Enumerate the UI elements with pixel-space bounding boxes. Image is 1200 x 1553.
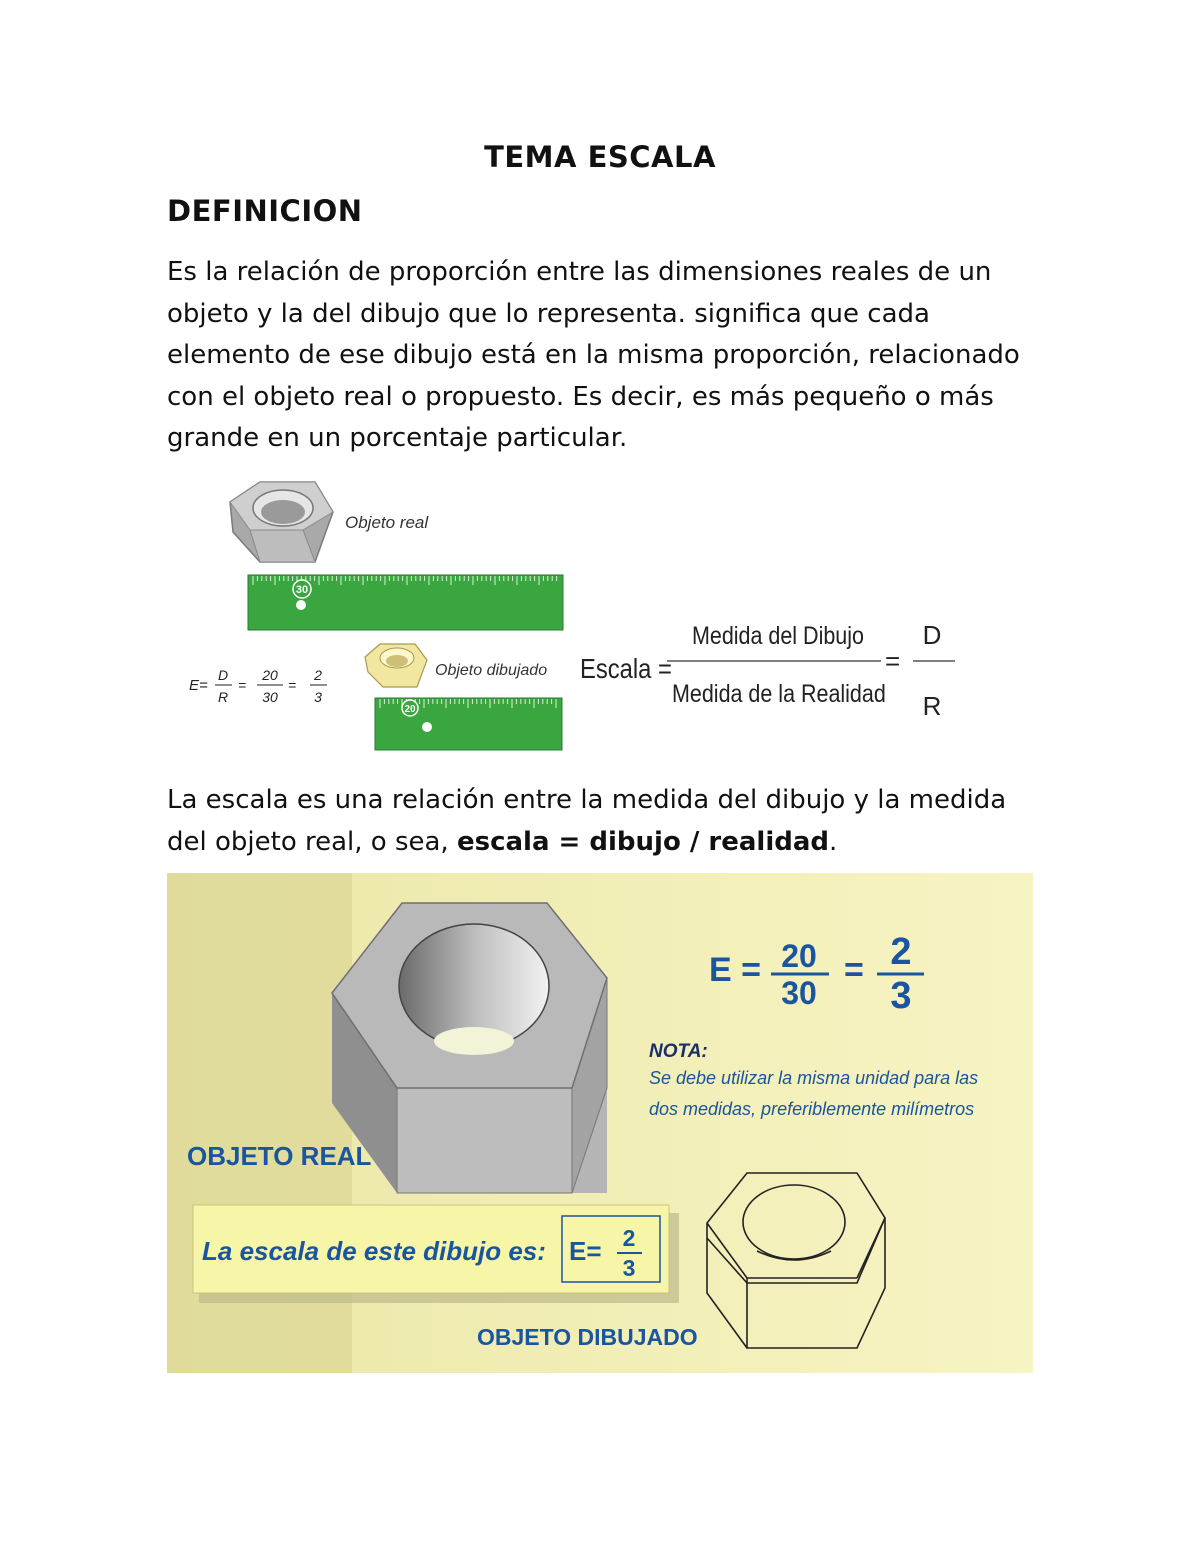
definition-paragraph: Es la relación de proporción entre las dimensiones reales de un objeto y la del dibujo que lo representa. significa que cada elemento de ese dibujo está en la misma proporción, relacionado con el objeto real o propuesto. Es decir, es más pequeño o más grande en un porcentaje particular. [167,257,1020,453]
drawn-marker: 20 [404,704,416,715]
svg-text:Escala =: Escala = [580,652,672,685]
svg-text:30: 30 [262,689,278,705]
svg-text:R: R [922,691,942,721]
real-ruler [248,575,563,630]
svg-text:2: 2 [622,1225,636,1251]
svg-text:3: 3 [622,1255,636,1281]
explanation-text: La escala es una relación entre la medida del dibujo y la medida del objeto real, o sea, [167,785,1007,857]
drawn-object-caption: OBJETO DIBUJADO [477,1324,698,1350]
small-scale-formula [189,667,327,705]
explanation-bold-formula: escala = dibujo / realidad [456,826,829,857]
nota-line-1: Se debe utilizar la misma unidad para las [649,1068,979,1088]
real-nut-icon [230,482,333,562]
svg-text:Medida de la Realidad: Medida de la Realidad [672,679,886,708]
svg-text:2: 2 [314,667,322,683]
svg-text:=: = [288,677,297,693]
svg-text:Medida del Dibujo: Medida del Dibujo [692,621,864,650]
svg-text:20: 20 [781,938,817,974]
nut-scale-figure [167,873,1033,1373]
svg-text:E=: E= [569,1236,602,1266]
escala-formula [580,620,955,721]
svg-text:E=: E= [189,677,208,694]
explanation-paragraph [167,780,1047,863]
drawn-object-label: Objeto dibujado [435,662,548,679]
svg-text:30: 30 [781,975,817,1011]
svg-text:=: = [844,951,864,989]
svg-text:R: R [217,689,229,705]
svg-text:3: 3 [314,689,322,705]
svg-text:3: 3 [890,975,912,1017]
drawn-ruler [375,698,562,750]
svg-text:20: 20 [262,667,278,683]
svg-text:=: = [885,646,901,676]
svg-text:=: = [238,677,247,693]
explanation-end: . [829,826,838,857]
drawn-nut-icon [365,644,427,687]
scale-box [193,1205,679,1303]
svg-text:D: D [217,667,229,683]
nota-title: NOTA: [649,1041,708,1062]
scale-box-text: La escala de este dibujo es: [202,1236,546,1266]
nota-line-2: dos medidas, preferiblemente milímetros [649,1099,975,1119]
real-marker: 30 [295,584,309,596]
real-object-caption: OBJETO REAL [187,1141,372,1171]
scale-ruler-figure [165,472,965,762]
real-object-label: Objeto real [345,513,429,532]
page-title: TEMA ESCALA [484,140,716,174]
svg-text:E =: E = [709,951,761,989]
svg-text:2: 2 [890,931,912,973]
section-heading: DEFINICION [167,194,363,228]
real-nut-drawing [332,903,607,1193]
svg-text:D: D [922,620,942,650]
